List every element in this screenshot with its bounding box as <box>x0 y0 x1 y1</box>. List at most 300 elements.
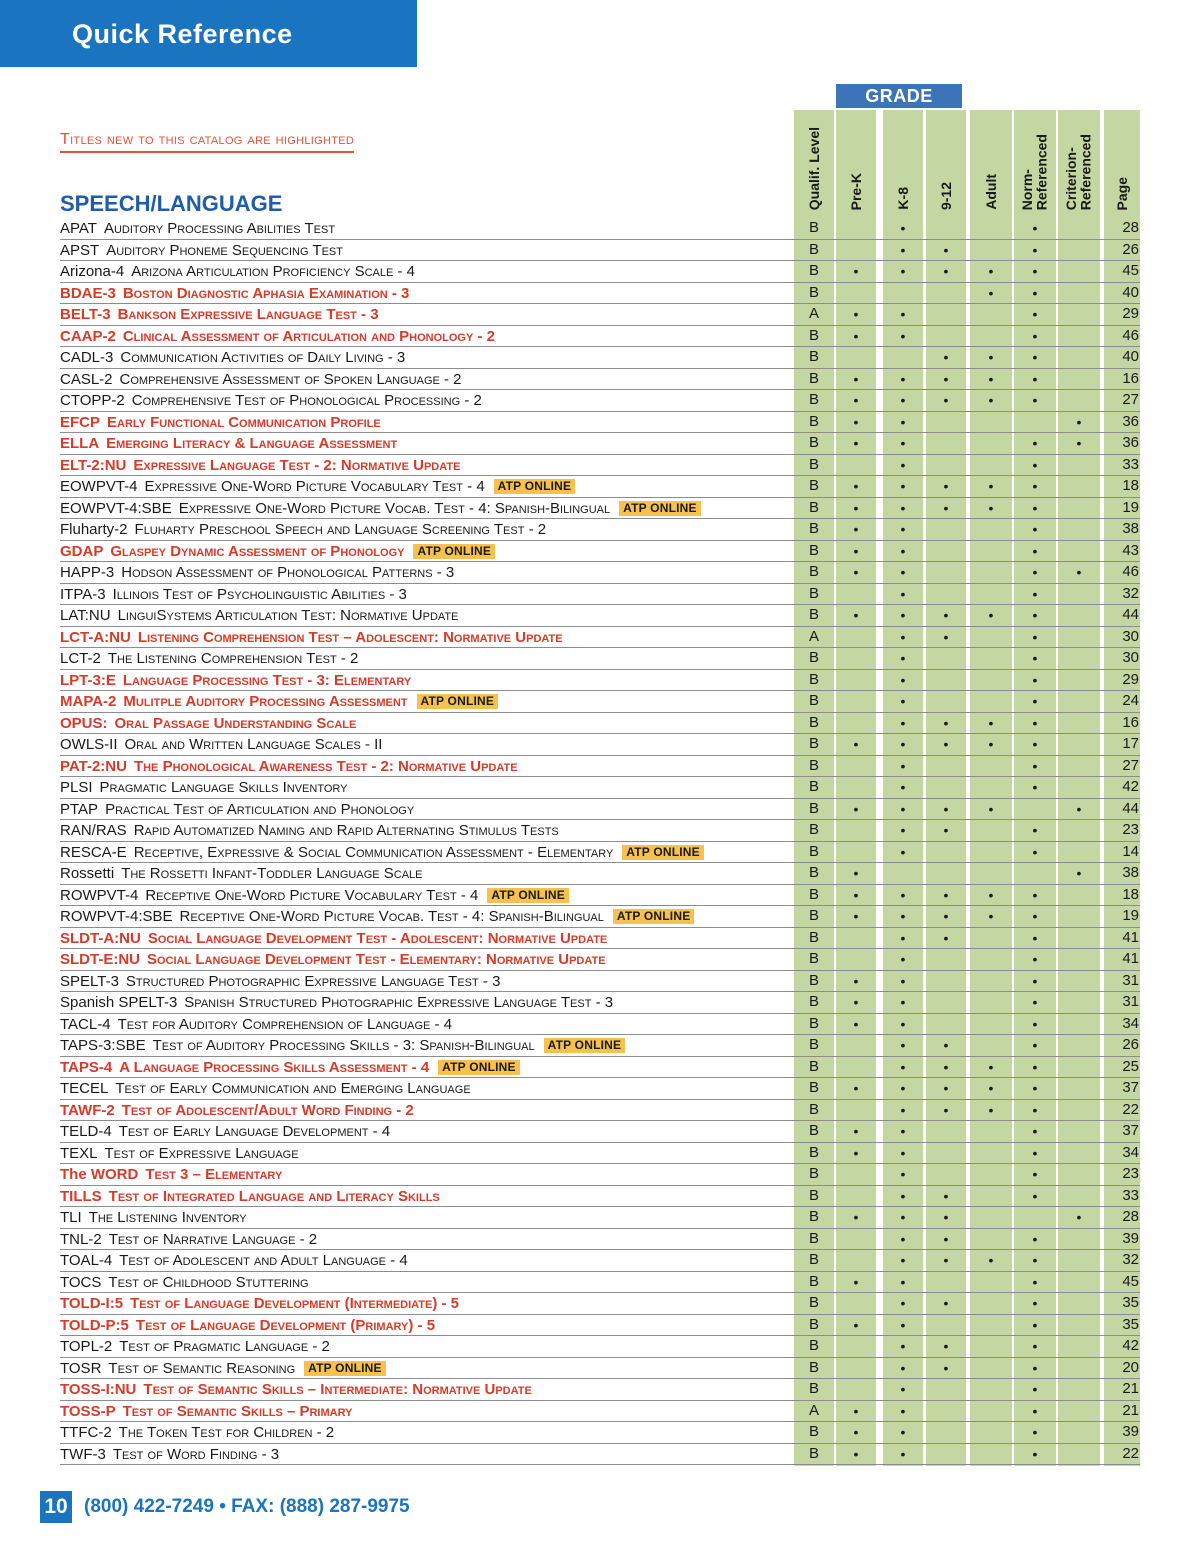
page-ref: 16 <box>1122 713 1139 731</box>
table-row <box>60 1401 1140 1423</box>
page-ref: 27 <box>1122 756 1139 774</box>
table-row <box>60 1358 1140 1380</box>
bullet-mark: • <box>988 714 994 731</box>
bullet-mark: • <box>1076 865 1082 881</box>
table-row <box>60 605 1140 627</box>
qualif-level: B <box>808 412 819 430</box>
test-title <box>60 456 460 475</box>
test-title <box>60 413 381 432</box>
table-row <box>60 820 1140 842</box>
test-title <box>60 1208 247 1227</box>
table-row <box>60 713 1140 735</box>
bullet-mark: • <box>1032 435 1038 451</box>
bullet-mark: • <box>1032 1058 1038 1075</box>
bullet-mark: • <box>853 306 859 322</box>
table-row <box>60 842 1140 864</box>
qualif-level: B <box>808 713 819 731</box>
page-ref: 35 <box>1122 1294 1139 1311</box>
test-abbreviation: OPUS: <box>60 714 108 732</box>
qualif-level: B <box>808 907 819 924</box>
test-abbreviation: GDAP <box>60 542 104 560</box>
table-row <box>60 476 1140 498</box>
qualif-level: B <box>808 1337 819 1354</box>
bullet-mark: • <box>1032 349 1038 365</box>
test-title <box>60 1316 435 1335</box>
bullet-mark: • <box>853 865 859 881</box>
table-row <box>60 1035 1140 1057</box>
test-title <box>60 606 459 625</box>
table-row <box>60 799 1140 821</box>
test-abbreviation: TILLS <box>60 1187 102 1205</box>
bullet-mark: • <box>853 994 859 1010</box>
test-title <box>60 1122 390 1141</box>
page-ref: 43 <box>1122 541 1139 559</box>
qualif-level: B <box>808 778 819 795</box>
test-abbreviation: RESCA-E <box>60 843 127 861</box>
bullet-mark: • <box>943 499 949 516</box>
test-title <box>60 370 462 389</box>
bullet-mark: • <box>1032 564 1038 580</box>
bullet-mark: • <box>900 327 906 344</box>
bullet-mark: • <box>1032 306 1038 322</box>
test-name: Test of Language Development (Intermediate) - 5 <box>130 1295 460 1312</box>
test-title <box>60 993 613 1012</box>
bullet-mark: • <box>1032 1037 1038 1053</box>
qualif-level: B <box>808 1423 819 1440</box>
test-abbreviation: TACL-4 <box>60 1015 111 1033</box>
bullet-mark: • <box>1032 607 1038 623</box>
table-row <box>60 1315 1140 1337</box>
qualif-level: B <box>808 326 819 344</box>
test-title <box>60 1144 299 1163</box>
bullet-mark: • <box>900 1252 906 1268</box>
test-title <box>60 1079 471 1098</box>
qualif-level: B <box>808 369 819 387</box>
test-title <box>60 1230 317 1249</box>
test-title <box>60 1058 520 1077</box>
bullet-mark: • <box>900 241 906 258</box>
bullet-mark: • <box>943 929 949 946</box>
test-title <box>60 1015 452 1034</box>
bullet-mark: • <box>853 521 859 537</box>
test-abbreviation: PLSI <box>60 779 93 796</box>
table-row <box>60 240 1140 262</box>
qualif-level: A <box>808 627 819 645</box>
bullet-mark: • <box>900 1424 906 1440</box>
qualif-level: B <box>808 520 819 537</box>
bullet-mark: • <box>853 263 859 279</box>
test-name: Test of Word Finding - 3 <box>112 1445 280 1463</box>
page-ref: 44 <box>1122 606 1139 623</box>
test-title <box>60 1337 330 1356</box>
bullet-mark: • <box>900 392 906 408</box>
bullet-mark: • <box>988 263 994 279</box>
bullet-mark: • <box>988 607 994 623</box>
page-ref: 23 <box>1122 1165 1139 1182</box>
test-abbreviation: HAPP-3 <box>60 564 115 581</box>
test-name: Illinois Test of Psycholinguistic Abilities - 3 <box>112 585 407 603</box>
table-row <box>60 885 1140 907</box>
bullet-mark: • <box>1032 843 1038 860</box>
bullet-mark: • <box>853 542 859 559</box>
test-abbreviation: SLDT-A:NU <box>60 929 141 947</box>
col-header-qualif: Qualif. Level <box>805 126 822 210</box>
page-ref: 30 <box>1122 649 1139 666</box>
bullet-mark: • <box>900 456 906 473</box>
table-row <box>60 756 1140 778</box>
test-title <box>60 1359 386 1378</box>
test-title <box>60 348 405 367</box>
new-titles-note: Titles new to this catalog are highlighted <box>60 131 354 153</box>
page-ref: 42 <box>1122 778 1139 795</box>
bullet-mark: • <box>900 607 906 623</box>
table-row <box>60 455 1140 477</box>
bullet-mark: • <box>1032 736 1038 752</box>
test-name: Test of Auditory Processing Skills - 3: Spanish-Bilingual <box>152 1037 535 1054</box>
table-row <box>60 433 1140 455</box>
test-title <box>60 1273 309 1292</box>
test-abbreviation: TNL-2 <box>60 1230 102 1248</box>
test-title <box>60 1101 414 1120</box>
bullet-mark: • <box>1032 650 1038 666</box>
bullet-mark: • <box>943 1359 949 1376</box>
bullet-mark: • <box>988 1080 994 1096</box>
bullet-mark: • <box>900 650 906 666</box>
test-name: Rapid Automatized Naming and Rapid Alternating Stimulus Tests <box>133 822 559 839</box>
test-name: Test 3 – Elementary <box>145 1166 283 1183</box>
bullet-mark: • <box>900 1080 906 1096</box>
bullet-mark: • <box>900 370 906 387</box>
bullet-mark: • <box>853 972 859 989</box>
test-title <box>60 735 382 754</box>
col-header-criterion-referenced: Criterion- Referenced <box>1063 133 1094 210</box>
test-name: The Rossetti Infant-Toddler Language Scale <box>121 865 423 882</box>
qualif-level: B <box>808 1251 819 1268</box>
table-row <box>60 691 1140 713</box>
test-name: Test of Integrated Language and Literacy Skills <box>108 1187 440 1205</box>
test-name: Test of Childhood Stuttering <box>108 1273 309 1291</box>
qualif-level: B <box>808 842 819 860</box>
bullet-mark: • <box>943 1338 949 1354</box>
bullet-mark: • <box>1032 521 1038 537</box>
page-ref: 40 <box>1122 348 1139 365</box>
test-title <box>60 219 335 238</box>
test-abbreviation: ITPA-3 <box>60 585 106 603</box>
bullet-mark: • <box>988 392 994 408</box>
atp-online-badge: ATP ONLINE <box>613 909 695 924</box>
test-name: Language Processing Test - 3: Elementary <box>122 671 412 689</box>
test-title <box>60 778 348 797</box>
test-abbreviation: ELLA <box>60 435 100 452</box>
test-title <box>60 434 397 453</box>
bullet-mark: • <box>900 1359 906 1376</box>
bullet-mark: • <box>853 392 859 408</box>
page-ref: 36 <box>1122 412 1139 430</box>
test-title <box>60 284 409 303</box>
test-abbreviation: CTOPP-2 <box>60 392 125 409</box>
test-name: Test of Semantic Skills – Intermediate: Normative Update <box>143 1381 532 1398</box>
table-row <box>60 627 1140 649</box>
bullet-mark: • <box>900 1445 906 1462</box>
bullet-mark: • <box>900 951 906 967</box>
test-name: Test of Early Language Development - 4 <box>118 1123 391 1140</box>
page-ref: 27 <box>1122 391 1139 408</box>
qualif-level: B <box>808 1315 819 1333</box>
bullet-mark: • <box>900 1144 906 1161</box>
bullet-mark: • <box>900 1187 906 1204</box>
qualif-level: A <box>808 1401 819 1419</box>
page-ref: 33 <box>1122 455 1139 473</box>
test-abbreviation: EFCP <box>60 413 101 431</box>
bullet-mark: • <box>900 1316 906 1333</box>
bullet-mark: • <box>853 413 859 430</box>
bullet-mark: • <box>943 714 949 731</box>
bullet-mark: • <box>900 1015 906 1032</box>
bullet-mark: • <box>900 1123 906 1139</box>
bullet-mark: • <box>900 1338 906 1354</box>
qualif-level: A <box>808 305 819 322</box>
test-abbreviation: PTAP <box>60 800 99 818</box>
bullet-mark: • <box>988 1058 994 1075</box>
bullet-mark: • <box>1032 585 1038 602</box>
test-title <box>60 585 407 604</box>
page-ref: 46 <box>1122 563 1139 580</box>
table-row <box>60 971 1140 993</box>
qualif-level: B <box>808 1272 819 1290</box>
bullet-mark: • <box>943 241 949 258</box>
qualif-level: B <box>808 735 819 752</box>
qualif-level: B <box>808 821 819 838</box>
bullet-mark: • <box>1032 499 1038 516</box>
section-title: SPEECH/LANGUAGE <box>60 191 283 216</box>
test-abbreviation: EOWPVT-4:SBE <box>60 499 172 517</box>
qualif-level: B <box>808 1100 819 1118</box>
test-title <box>60 1423 334 1442</box>
bullet-mark: • <box>1076 1209 1082 1225</box>
page-ref: 40 <box>1122 283 1139 301</box>
page-ref: 22 <box>1122 1444 1139 1462</box>
qualif-level: B <box>808 993 819 1010</box>
bullet-mark: • <box>1032 1338 1038 1354</box>
bullet-mark: • <box>943 908 949 924</box>
page-ref: 33 <box>1122 1186 1139 1204</box>
bullet-mark: • <box>1032 693 1038 709</box>
qualif-level: B <box>808 950 819 967</box>
test-abbreviation: CADL-3 <box>60 349 114 366</box>
atp-online-badge: ATP ONLINE <box>494 479 576 494</box>
bullet-mark: • <box>1032 1295 1038 1311</box>
page-ref: 35 <box>1122 1315 1139 1333</box>
test-abbreviation: TOSS-P <box>60 1402 116 1420</box>
page-ref: 45 <box>1122 262 1139 279</box>
table-row <box>60 1229 1140 1251</box>
table-row <box>60 1250 1140 1272</box>
qualif-level: B <box>808 606 819 623</box>
bullet-mark: • <box>853 478 859 494</box>
page-ref: 26 <box>1122 240 1139 258</box>
test-title <box>60 950 606 969</box>
page-ref: 46 <box>1122 326 1139 344</box>
bullet-mark: • <box>1032 1230 1038 1247</box>
bullet-mark: • <box>900 1402 906 1419</box>
test-name: Fluharty Preschool Speech and Language Screening Test - 2 <box>134 521 547 538</box>
page-ref: 18 <box>1122 477 1139 494</box>
bullet-mark: • <box>943 349 949 365</box>
bullet-mark: • <box>1032 779 1038 795</box>
table-row <box>60 541 1140 563</box>
table-row <box>60 1336 1140 1358</box>
page-ref: 41 <box>1122 950 1139 967</box>
qualif-level: B <box>808 391 819 408</box>
bullet-mark: • <box>1032 1252 1038 1268</box>
test-abbreviation: Rossetti <box>60 865 115 882</box>
page-ref: 44 <box>1122 799 1139 817</box>
bullet-mark: • <box>900 413 906 430</box>
bullet-mark: • <box>900 564 906 580</box>
table-row <box>60 863 1140 885</box>
test-abbreviation: APAT <box>60 220 97 237</box>
bullet-mark: • <box>900 1058 906 1075</box>
test-name: Emerging Literacy & Language Assessment <box>106 435 398 452</box>
bullet-mark: • <box>1032 1187 1038 1204</box>
test-abbreviation: TOPL-2 <box>60 1338 113 1355</box>
test-title <box>60 821 559 840</box>
page-ref: 30 <box>1122 627 1139 645</box>
test-name: Oral Passage Understanding Scale <box>114 714 357 732</box>
bullet-mark: • <box>1032 886 1038 903</box>
bullet-mark: • <box>943 1187 949 1204</box>
page-ref: 29 <box>1122 670 1139 688</box>
test-title <box>60 1445 279 1464</box>
test-abbreviation: PAT-2:NU <box>60 757 127 775</box>
qualif-level: B <box>808 348 819 365</box>
bullet-mark: • <box>1032 1144 1038 1161</box>
table-row <box>60 992 1140 1014</box>
table-row <box>60 1100 1140 1122</box>
bullet-mark: • <box>1032 994 1038 1010</box>
test-title <box>60 1036 625 1055</box>
bullet-mark: • <box>900 1166 906 1182</box>
test-title <box>60 542 495 561</box>
bullet-mark: • <box>1032 1123 1038 1139</box>
qualif-level: B <box>808 971 819 989</box>
qualif-level: B <box>808 1358 819 1376</box>
bullet-mark: • <box>853 1273 859 1290</box>
bullet-mark: • <box>943 1037 949 1053</box>
bullet-mark: • <box>900 736 906 752</box>
test-title <box>60 1187 440 1206</box>
test-title <box>60 1251 408 1270</box>
bullet-mark: • <box>853 1123 859 1139</box>
table-row <box>60 1121 1140 1143</box>
qualif-level: B <box>808 1444 819 1462</box>
test-abbreviation: TEXL <box>60 1144 98 1162</box>
table-row <box>60 1078 1140 1100</box>
test-name: Receptive, Expressive & Social Communication Assessment - Elementary <box>133 843 614 861</box>
test-name: Structured Photographic Expressive Language Test - 3 <box>125 972 501 990</box>
bullet-mark: • <box>853 886 859 903</box>
bullet-mark: • <box>1032 1424 1038 1440</box>
table-row <box>60 562 1140 584</box>
test-name: Glaspey Dynamic Assessment of Phonology <box>110 542 405 560</box>
qualif-level: B <box>808 1380 819 1397</box>
table-row <box>60 906 1140 928</box>
bullet-mark: • <box>900 714 906 731</box>
atp-online-badge: ATP ONLINE <box>544 1038 626 1053</box>
bullet-mark: • <box>853 327 859 344</box>
contact-info: (800) 422-7249 • FAX: (888) 287-9975 <box>84 1496 410 1517</box>
bullet-mark: • <box>900 542 906 559</box>
qualif-level: B <box>808 563 819 580</box>
test-title <box>60 1294 459 1313</box>
table-row <box>60 519 1140 541</box>
table-row <box>60 1272 1140 1294</box>
test-title <box>60 671 411 690</box>
qualif-level: B <box>808 885 819 903</box>
test-title <box>60 305 379 324</box>
test-abbreviation: TOSR <box>60 1359 102 1377</box>
test-name: Test of Pragmatic Language - 2 <box>119 1338 330 1355</box>
grade-header: GRADE <box>836 84 962 108</box>
table-row <box>60 1186 1140 1208</box>
test-abbreviation: SLDT-E:NU <box>60 951 140 968</box>
qualif-level: B <box>808 498 819 516</box>
test-title <box>60 907 694 926</box>
table-row <box>60 412 1140 434</box>
header-banner <box>0 0 417 67</box>
test-name: Comprehensive Test of Phonological Processing - 2 <box>131 392 482 409</box>
test-name: Auditory Processing Abilities Test <box>103 220 336 237</box>
table-row <box>60 1379 1140 1401</box>
test-title <box>60 843 704 862</box>
test-abbreviation: TTFC-2 <box>60 1424 112 1441</box>
bullet-mark: • <box>900 886 906 903</box>
page-ref: 45 <box>1122 1272 1139 1290</box>
bullet-mark: • <box>1032 370 1038 387</box>
test-abbreviation: Fluharty-2 <box>60 521 128 538</box>
bullet-mark: • <box>1032 671 1038 688</box>
page-ref: 18 <box>1122 885 1139 903</box>
table-row <box>60 347 1140 369</box>
page-ref: 25 <box>1122 1057 1139 1075</box>
qualif-level: B <box>808 477 819 494</box>
test-title <box>60 262 415 281</box>
page-ref: 20 <box>1122 1358 1139 1376</box>
table-row <box>60 261 1140 283</box>
bullet-mark: • <box>988 478 994 494</box>
bullet-mark: • <box>943 1209 949 1225</box>
page-ref: 21 <box>1122 1380 1139 1397</box>
bullet-mark: • <box>853 736 859 752</box>
bullet-mark: • <box>853 1402 859 1419</box>
test-title <box>60 929 607 948</box>
bullet-mark: • <box>853 1316 859 1333</box>
page-ref: 14 <box>1122 842 1139 860</box>
test-abbreviation: OWLS-II <box>60 736 118 753</box>
page-ref: 28 <box>1122 1208 1139 1225</box>
bullet-mark: • <box>1032 1273 1038 1290</box>
bullet-mark: • <box>900 908 906 924</box>
qualif-level: B <box>808 541 819 559</box>
bullet-mark: • <box>943 1080 949 1096</box>
page-ref: 29 <box>1122 305 1139 322</box>
page-ref: 34 <box>1122 1014 1139 1032</box>
qualif-level: B <box>808 1079 819 1096</box>
bullet-mark: • <box>853 800 859 817</box>
bullet-mark: • <box>853 1424 859 1440</box>
test-title <box>60 1402 352 1421</box>
page-ref: 34 <box>1122 1143 1139 1161</box>
